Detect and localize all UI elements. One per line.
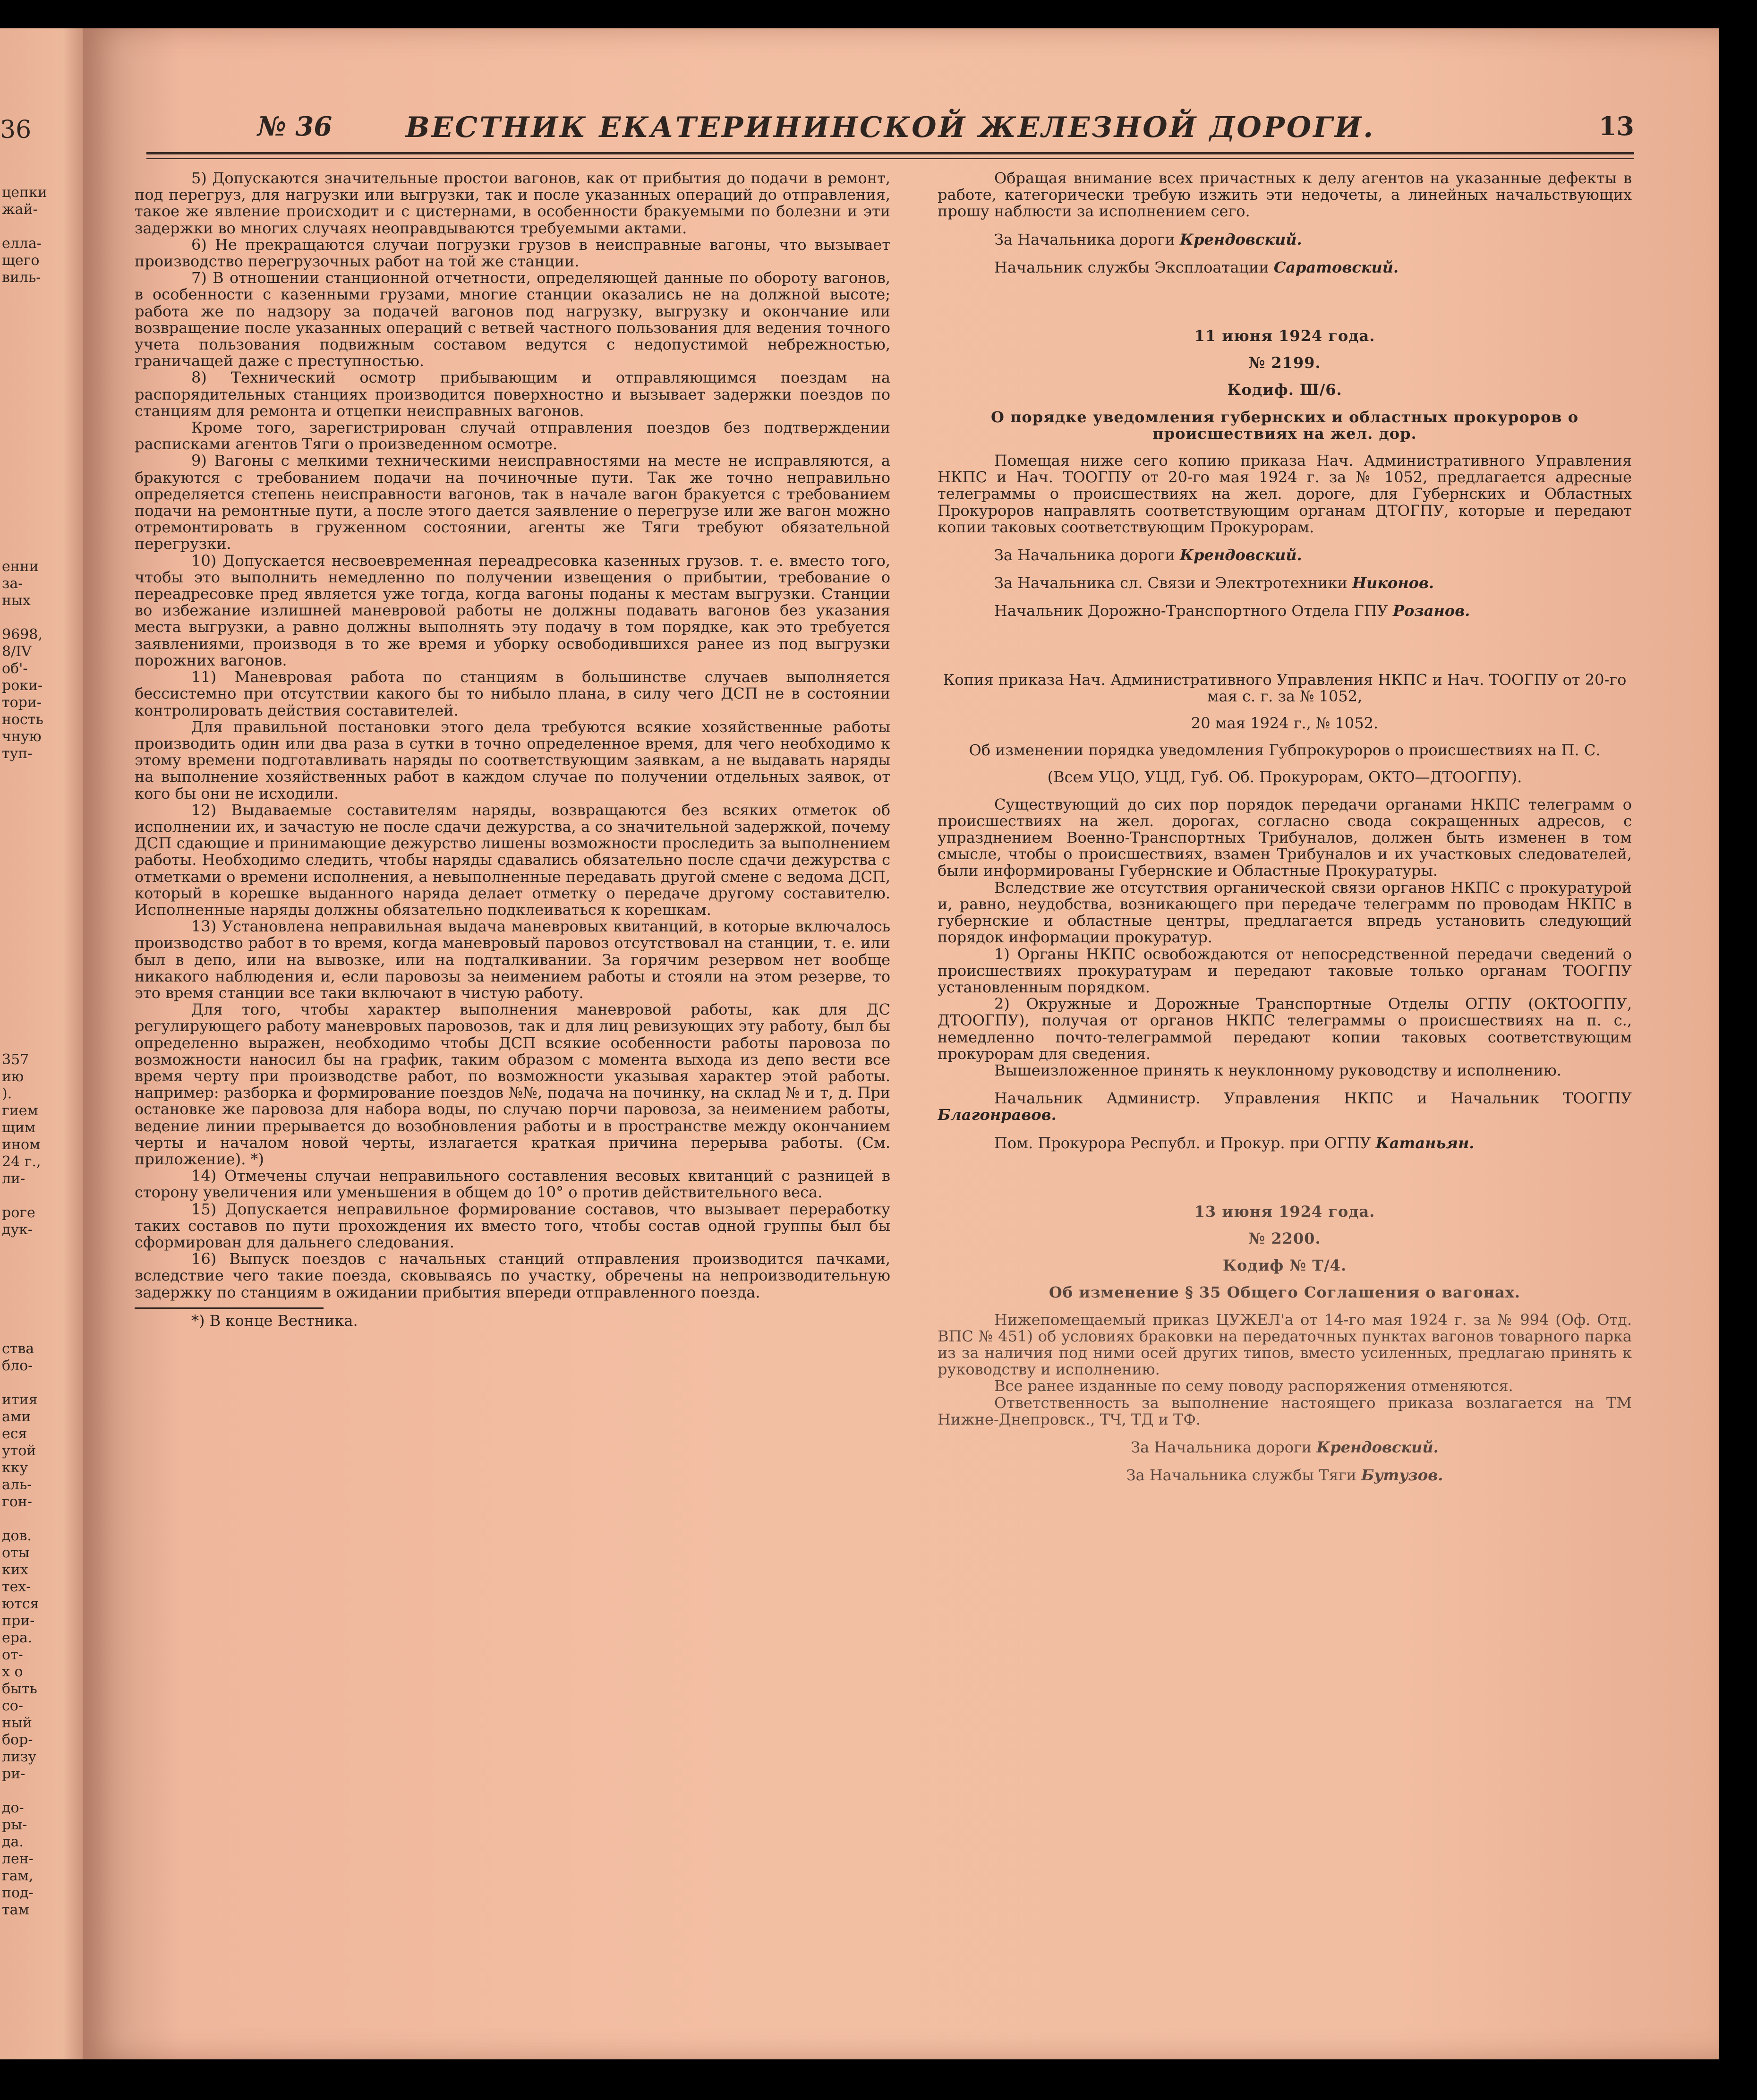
paragraph: Нижепомещаемый приказ ЦУЖЕЛ'а от 14-го мая 1924 г. за № 994 (Оф. Отд. ВПС № 451) об условиях браковки на передаточных пунктах вагонов товарного парка из за наличия под ними осей других типов, вместо усиленных, предлагаю принять к руководству и исполнению. [938, 1310, 1632, 1379]
paragraph: Вследствие же отсутствия органической связи органов НКПС с прокуратурой и, равно, неудобства, возникающего при передаче телеграмм по проводам НКПС в губернские и областные центры, предлагается впредь установить следующий порядок информации прокуратур. [938, 878, 1632, 947]
previous-page-fragment: роки- [2, 677, 43, 694]
previous-page-fragment: от- [2, 1647, 23, 1663]
signature-label: Начальник Администр. Управления НКПС и Начальник ТООГПУ [994, 1089, 1632, 1108]
previous-page-fragment: ию [2, 1068, 24, 1085]
previous-page-fragment: туп- [2, 745, 33, 762]
signature-name: Крендовский. [1180, 230, 1302, 248]
signature-name: Крендовский. [1316, 1438, 1439, 1456]
paragraph: 13) Установлена неправильная выдача маневровых квитанций, в которые включалось производство работ в то время, когда маневровый паровоз отсутствовал на станции, т. е. или был в депо, или на вывозке, или на подталкивании. За горячим резервом нет вообще никакого наблюдения и, если паровозы за неимением работы и стояли на этом резерве, то это время станции все таки включают в чистую работу. [135, 917, 890, 1002]
order-number: № 2199. [1248, 354, 1321, 372]
order-title: Об изменение § 35 Общего Соглашения о вагонах. [1049, 1283, 1521, 1302]
previous-page-fragment: елла- [2, 235, 42, 252]
previous-page-fragment: дов. [2, 1528, 32, 1544]
previous-page-fragment: ри- [2, 1766, 26, 1782]
paragraph: 2) Окружные и Дорожные Транспортные Отделы ОГПУ (ОКТООГПУ, ДТООГПУ), получая от органов НКПС телеграммы о происшествиях на п. с., немедленно почто-телеграммой передают копии таковых соответствующим прокурорам для сведения. [938, 995, 1632, 1063]
previous-page-fragment: ных [2, 592, 31, 609]
signature [938, 1439, 1632, 1456]
paragraph: 8) Технический осмотр прибывающим и отправляющимся поездам на распорядительных станциях производится поверхностно и вызывает задержки поездов по станциям для ремонта и отцепки неисправных вагонов. [135, 368, 890, 420]
signature-label: За Начальника дороги [994, 230, 1175, 248]
signature-label: За Начальника дороги [1131, 1438, 1312, 1456]
paragraph: Ответственность за выполнение настоящего приказа возлагается на ТМ Нижне-Днепровск., ТЧ, ТД и ТФ. [938, 1393, 1632, 1428]
previous-page-fragment: до- [2, 1800, 24, 1816]
previous-page-fragment: ный [2, 1715, 32, 1731]
signature-name: Саратовский. [1273, 258, 1399, 276]
paragraph: 1) Органы НКПС освобождаются от непосредственной передачи сведений о происшествиях прокуратурам и передают таковые только органам ТООГПУ установленным порядком. [938, 945, 1632, 996]
previous-page-fragment: щим [2, 1119, 36, 1136]
signature-label: Начальник службы Эксплоатации [994, 258, 1269, 276]
previous-page-fragment: быть [2, 1681, 37, 1697]
previous-page-fragment: ера. [2, 1630, 33, 1646]
previous-page-fragment: лен- [2, 1851, 34, 1867]
order-text: Помещая ниже сего копию приказа Нач. Административного Управления НКПС и Нач. ТООГПУ от 20-го мая 1924 г. за № 1052, предлагается адресные телеграммы о происшествиях на жел. дороге, для Губернских и Областных Прокуроров направлять соответствующим органам ДТОГПУ, которые и передают копии таковых соответствующим Прокурорам. [938, 452, 1632, 536]
previous-page-number: 36 [0, 116, 32, 144]
previous-page-fragment: енни [2, 558, 39, 575]
signature-label: За Начальника дороги [994, 546, 1175, 564]
previous-page-fragment: ами [2, 1409, 31, 1425]
previous-page-fragment: да. [2, 1834, 24, 1850]
previous-page-fragment: еся [2, 1426, 27, 1442]
previous-page-fragment: утой [2, 1443, 36, 1459]
previous-page-fragment: лизу [2, 1749, 37, 1765]
previous-page-fragment: дук- [2, 1221, 33, 1238]
previous-page-fragment: оты [2, 1545, 30, 1561]
footnote-rule [135, 1307, 324, 1309]
previous-page-fragment: гам, [2, 1868, 34, 1884]
previous-page-fragment: цепки [2, 184, 47, 201]
signature [938, 603, 1632, 619]
previous-page-fragment: ры- [2, 1817, 27, 1833]
previous-page-fragment: ность [2, 711, 43, 728]
paragraph: Вышеизложенное принять к неуклонному руководству и исполнению. [994, 1061, 1561, 1079]
previous-page-fragment: 357 [2, 1051, 29, 1068]
paragraph: 16) Выпуск поездов с начальных станций отправления производится пачками, вследствие чего такие поезда, сковываясь по участку, обречены на непроизводительную задержку по станциям в ожидании прибытия впереди отправленного поезда. [135, 1250, 890, 1301]
previous-page-fragment: гием [2, 1102, 38, 1119]
paragraph: 11) Маневровая работа по станциям в большинстве случаев выполняется бессистемно при отсутствии какого бы то нибыло плана, в силу чего ДСП не в состоянии контролировать действия составителей. [135, 668, 890, 719]
signature-label: Пом. Прокурора Республ. и Прокур. при ОГПУ [994, 1134, 1371, 1152]
order-title: О порядке уведомления губернских и областных прокуроров о происшествиях на жел. дор. [990, 408, 1579, 443]
paragraph: 5) Допускаются значительные простои вагонов, как от прибытия до подачи в ремонт, под перегруз, для нагрузки или выгрузки, так и после указанных операций до отправления, такое же явление происходит и с цистернами, в особенности бракуемыми по болезни и эти задержки во многих случаях неоправдываются требуемыми актами. [135, 170, 890, 237]
order-date: 13 июня 1924 года. [1194, 1202, 1375, 1221]
previous-page-fragment: ства [2, 1340, 34, 1357]
copy-date: 20 мая 1924 г., № 1052. [1191, 714, 1379, 733]
intro-paragraph: Обращая внимание всех причастных к делу агентов на указанные дефекты в работе, категорически требую изжить эти недочеты, а линейных начальствующих прошу наблюсти за исполнением сего. [938, 170, 1632, 221]
previous-page-fragment: 24 г., [2, 1153, 41, 1170]
signature-name: Бутузов. [1361, 1466, 1443, 1485]
signature-name: Крендовский. [1180, 546, 1302, 564]
paragraph: Все ранее изданные по сему поводу распоряжения отменяются. [994, 1377, 1513, 1395]
paragraph: 7) В отношении станционной отчетности, определяющей данные по обороту вагонов, в особенности с казенными грузами, многие станции оказались не на должной высоте; работа же по надзору за подачей вагонов под нагрузку, выгрузку и окончание или возвращение после указанных операций с ветвей частного пользования для ведения точного учета пользования подвижным составом ведутся с недопустимой небрежностью, граничащей даже с преступностью. [135, 269, 890, 370]
previous-page-fragment: х о [2, 1664, 23, 1680]
previous-page-fragment: жай- [2, 201, 38, 218]
previous-page-fragment: при- [2, 1613, 35, 1629]
signature [938, 1135, 1632, 1152]
previous-page-fragment: виль- [2, 269, 41, 286]
signature-name: Розанов. [1392, 602, 1470, 620]
signature-name: Благонравов. [938, 1106, 1057, 1124]
copy-subject: Об изменении порядка уведомления Губпрокуроров о происшествиях на П. С. [969, 741, 1601, 760]
previous-page-fragment: об'- [2, 660, 28, 677]
paragraph: 10) Допускается несвоевременная переадресовка казенных грузов. т. е. вместо того, чтобы это выполнить немедленно по получении извещения о прибытии, требование о переадресовке пред является уже тогда, когда вагоны поданы к местам выгрузки. Станции во избежание излишней маневровой работы не должны подавать вагонов без указания места выгрузки, а равно должны выполнять эту подачу в том порядке, как это требуется заявлениями, производя в то же время и уборку освободившихся ранее из под выгрузки порожних вагонов. [135, 551, 890, 669]
previous-page-fragment: бор- [2, 1732, 33, 1748]
previous-page-fragment: ли- [2, 1170, 26, 1187]
signature-label: Начальник Дорожно-Транспортного Отдела ГПУ [994, 602, 1388, 620]
header-rule [146, 152, 1634, 159]
signature [938, 575, 1632, 591]
previous-page-fragment: чную [2, 728, 42, 745]
previous-page-fragment: роге [2, 1204, 35, 1221]
signature-name: Никонов. [1352, 574, 1434, 592]
previous-page-fragment: ). [2, 1085, 12, 1102]
previous-page-fragment: ития [2, 1391, 38, 1408]
signature-label: За Начальника сл. Связи и Электротехники [994, 574, 1348, 592]
previous-page-fragment: тори- [2, 694, 42, 711]
paragraph: 14) Отмечены случаи неправильного составления весовых квитанций с разницей в сторону увеличения или уменьшения в общем до 10° о против действительного веса. [135, 1167, 890, 1202]
previous-page-fragment: там [2, 1902, 29, 1918]
previous-page-fragment: гон- [2, 1494, 32, 1510]
paragraph: 9) Вагоны с мелкими техническими неисправностями на месте не исправляются, а бракуются с требованием подачи на починочные пути. Так же точно неправильно определяется степень неисправности вагонов, так в начале вагон бракуется с требованием подачи на ремонтные пути, а после этого дается заявление о перегрузе или же вагон можно отремонтировать в груженном состоянии, агенты же Тяги требуют обязательной перегрузки. [135, 452, 890, 553]
journal-title: ВЕСТНИК ЕКАТЕРИНИНСКОЙ ЖЕЛЕЗНОЙ ДОРОГИ. [405, 111, 1375, 144]
previous-page-fragment: бло- [2, 1357, 33, 1374]
order-number: № 2200. [1248, 1229, 1321, 1247]
signature [938, 231, 1632, 248]
previous-page-fragment: ются [2, 1596, 39, 1612]
signature [938, 1090, 1632, 1123]
right-column [938, 170, 1632, 2003]
issue-number: № 36 [257, 111, 333, 142]
previous-page-fragment: 8/IV [2, 643, 32, 660]
order-date: 11 июня 1924 года. [1194, 327, 1375, 345]
previous-page-fragment: ином [2, 1136, 41, 1153]
signature-label: За Начальника службы Тяги [1126, 1466, 1356, 1485]
signature-name: Катаньян. [1375, 1134, 1475, 1152]
previous-page-fragment: щего [2, 252, 40, 269]
signature [938, 547, 1632, 563]
previous-page-edge [0, 28, 90, 2059]
previous-page-fragment: под- [2, 1885, 34, 1901]
signature [938, 259, 1632, 276]
page-header [146, 111, 1634, 149]
paragraph: 6) Не прекращаются случаи погрузки грузов в неисправные вагоны, что вызывает производство перегрузочных работ на той же станции. [135, 235, 890, 271]
left-column [135, 170, 890, 2003]
previous-page-fragment: тех- [2, 1579, 31, 1595]
paragraph: Для правильной постановки этого дела требуются всякие хозяйственные работы производить один или два раза в сутки в точно определенное время, для чего необходимо к этому времени подготавливать наряды по соответствующим заявкам, а не выдавать наряды на выполнение хозяйственных работ в каждом случае по получении отдельных заявок, от кого бы они не исходили. [135, 717, 890, 802]
order-codification: Кодиф № Т/4. [1222, 1256, 1347, 1275]
paragraph: 12) Выдаваемые составителям наряды, возвращаются без всяких отметок об исполнении их, и зачастую не после сдачи дежурства, а со значительной задержкой, почему ДСП сдающие и принимающие дежурство лишены возможности проследить за выполнением работы. Необходимо следить, чтобы наряды сдавались обязательно после сдачи дежурства с отметками о времени исполнения, а невыполненные передавать другой смене с ведома ДСП, который в корешке выданного наряда делает отметку о передаче другому составителю. Исполненные наряды должны обязательно подклеиваться к корешкам. [135, 801, 890, 919]
previous-page-fragment: за- [2, 575, 23, 592]
previous-page-fragment: со- [2, 1698, 23, 1714]
previous-page-fragment: аль- [2, 1477, 32, 1493]
paragraph: Существующий до сих пор порядок передачи органами НКПС телеграмм о происшествиях на жел. дорогах, согласно свода сокращенных адресов, с упразднением Военно-Транспортных Трибуналов, должен быть изменен в том смысле, чтобы о происшествиях, взамен Трибуналов и их участковых следователей, были информированы Губернские и Областные Прокуратуры. [938, 795, 1632, 880]
paragraph: 15) Допускается неправильное формирование составов, что вызывает переработку таких составов по пути прохождения их вместо того, чтобы состав одной группы был бы сформирован для дальнего следования. [135, 1200, 890, 1251]
footnote: *) В конце Вестника. [191, 1311, 358, 1330]
signature [938, 1467, 1632, 1484]
copy-addressees: (Всем УЦО, УЦД, Губ. Об. Прокурорам, ОКТО—ДТООГПУ). [1047, 768, 1522, 786]
newspaper-page [83, 28, 1719, 2059]
paragraph: Для того, чтобы характер выполнения маневровой работы, как для ДС регулирующего работу маневровых паровозов, так и для лиц ревизующих эту работу, был бы определенно выражен, необходимо чтобы ДСП всякие особенности работы паровоза по возможности наносил бы на график, таким образом с момента выхода из депо вести все время черту при производстве работ, по возможности указывая характер этой работы. например: разборка и формирование поездов №№, подача на починку, на склад № и т, д. При остановке же паровоза для набора воды, по случаю порчи паровоза, за неимением работы, ведение линии прерывается до возобновления работы и в пространстве между окончанием черты и началом новой черты, излагается краткая причина перерыва работы. (См. приложение). *) [135, 1000, 890, 1168]
previous-page-fragment: кку [2, 1460, 28, 1476]
previous-page-fragment: 9698, [2, 626, 43, 643]
paragraph: Кроме того, зарегистрирован случай отправления поездов без подтверждении расписками агентов Тяги о произведенном осмотре. [135, 418, 890, 453]
previous-page-fragment: ких [2, 1562, 28, 1578]
page-number: 13 [1598, 111, 1634, 141]
copy-heading: Копия приказа Нач. Административного Управления НКПС и Нач. ТООГПУ от 20-го мая с. г. за № 1052, [943, 670, 1627, 705]
order-codification: Кодиф. Ш/6. [1227, 381, 1342, 399]
